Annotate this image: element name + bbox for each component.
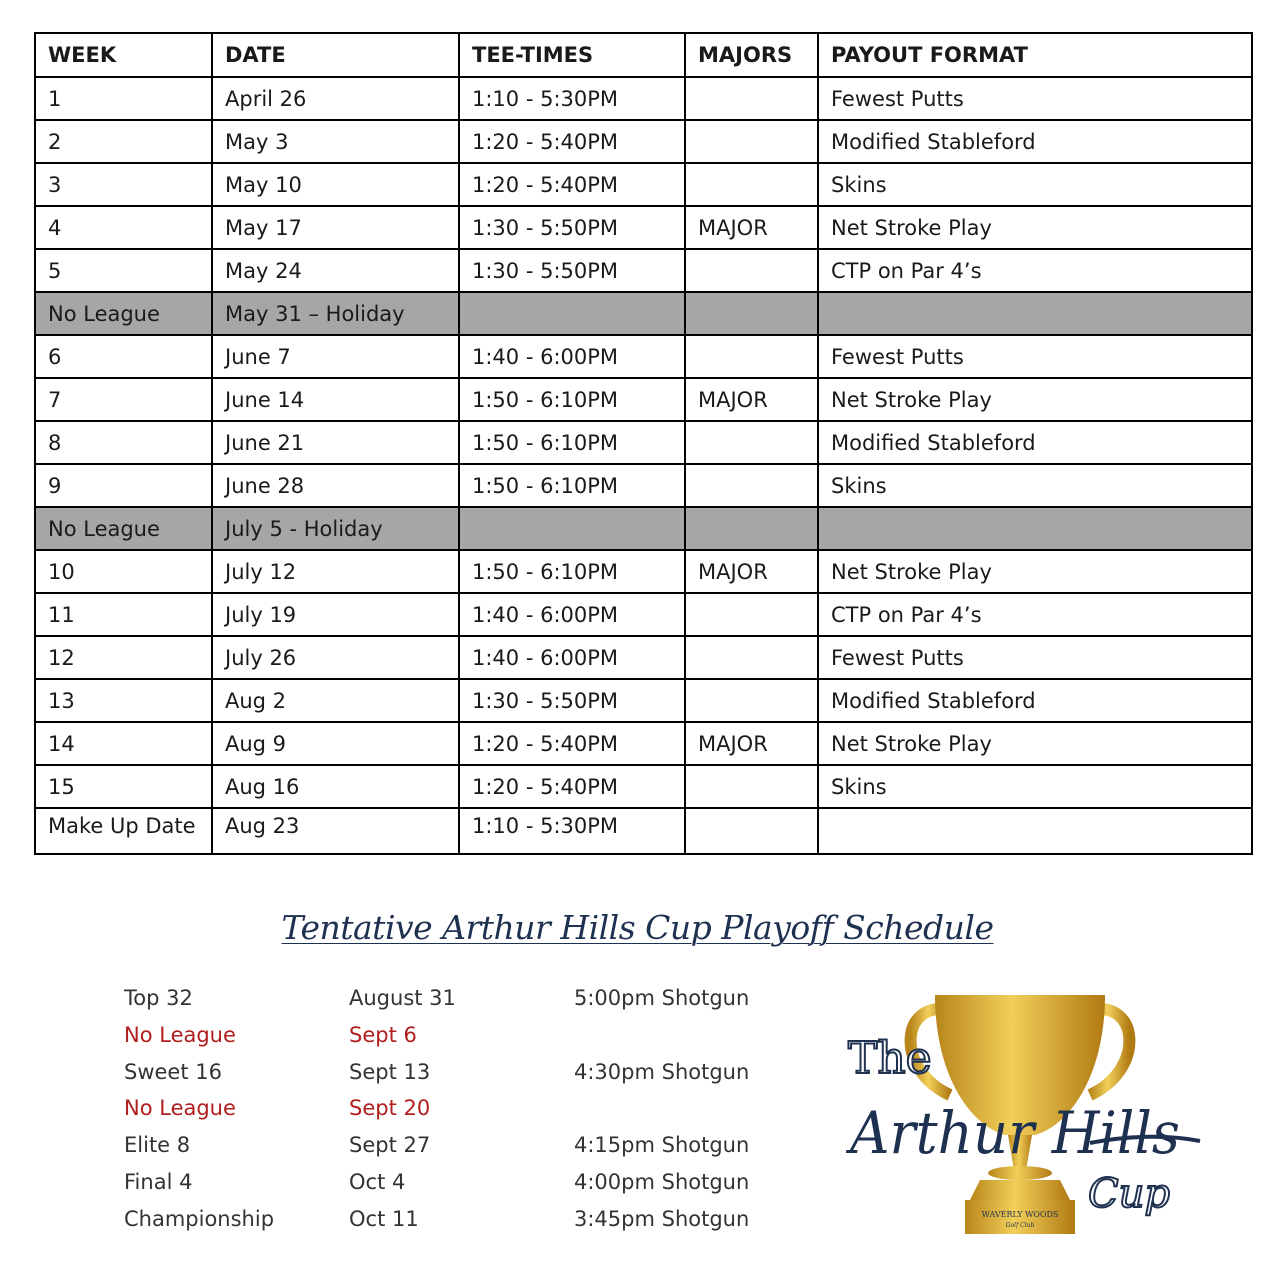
logo-badge-line2: Golf Club [1005, 1222, 1035, 1229]
cell-date: July 26 [212, 636, 459, 679]
cell-tee-times: 1:50 - 6:10PM [459, 550, 685, 593]
cell-payout-format: Net Stroke Play [818, 722, 1252, 765]
cell-majors: MAJOR [685, 722, 818, 765]
cell-tee-times: 1:30 - 5:50PM [459, 679, 685, 722]
table-row [35, 593, 1252, 636]
table-header-row [35, 33, 1252, 77]
playoff-round: Championship [124, 1206, 275, 1231]
cell-payout-format: Net Stroke Play [818, 206, 1252, 249]
cell-payout-format: Modified Stableford [818, 421, 1252, 464]
cell-payout-format: Fewest Putts [818, 77, 1252, 120]
playoff-time: 4:00pm Shotgun [574, 1169, 750, 1194]
cell-date: May 31 – Holiday [212, 292, 459, 335]
table-row [35, 765, 1252, 808]
cell-date: May 10 [212, 163, 459, 206]
playoff-date: Oct 4 [349, 1169, 406, 1194]
cell-tee-times [459, 507, 685, 550]
table-row [35, 550, 1252, 593]
cell-payout-format: CTP on Par 4’s [818, 593, 1252, 636]
cell-payout-format [818, 292, 1252, 335]
playoff-date: Sept 27 [349, 1133, 431, 1158]
cell-date: May 3 [212, 120, 459, 163]
playoff-round: Top 32 [124, 986, 193, 1010]
cell-majors [685, 421, 818, 464]
playoff-title: Tentative Arthur Hills Cup Playoff Schedule [281, 908, 994, 947]
cell-majors [685, 120, 818, 163]
cell-payout-format: Fewest Putts [818, 636, 1252, 679]
table-row [35, 378, 1252, 421]
cell-week: 3 [35, 163, 212, 206]
logo-badge-line1: WAVERLY WOODS [981, 1210, 1059, 1219]
cell-majors [685, 765, 818, 808]
cell-tee-times: 1:50 - 6:10PM [459, 464, 685, 507]
cell-date: May 24 [212, 249, 459, 292]
cell-date: June 21 [212, 421, 459, 464]
cell-week: 11 [35, 593, 212, 636]
cell-week: 4 [35, 206, 212, 249]
playoff-date: Sept 6 [349, 1022, 417, 1047]
cell-majors [685, 163, 818, 206]
playoff-date: Sept 13 [349, 1059, 431, 1084]
header-date: DATE [212, 33, 459, 77]
cell-tee-times: 1:20 - 5:40PM [459, 722, 685, 765]
playoff-round: Elite 8 [124, 1133, 191, 1158]
cell-date: July 5 - Holiday [212, 507, 459, 550]
cell-majors [685, 292, 818, 335]
header-week: WEEK [35, 33, 212, 77]
cell-payout-format: Skins [818, 464, 1252, 507]
cell-majors: MAJOR [685, 550, 818, 593]
cell-payout-format [818, 507, 1252, 550]
cell-payout-format: Modified Stableford [818, 120, 1252, 163]
cell-week: 5 [35, 249, 212, 292]
cell-week: 14 [35, 722, 212, 765]
playoff-date: Oct 11 [349, 1206, 419, 1231]
table-row [35, 421, 1252, 464]
cell-payout-format: Skins [818, 765, 1252, 808]
cell-tee-times: 1:10 - 5:30PM [459, 77, 685, 120]
cell-week: 9 [35, 464, 212, 507]
cell-majors [685, 636, 818, 679]
logo-text-cup: Cup [1088, 1171, 1170, 1217]
cell-date: April 26 [212, 77, 459, 120]
logo-text-script: Arthur Hills [845, 1099, 1180, 1167]
table-row [35, 335, 1252, 378]
cell-week: 12 [35, 636, 212, 679]
cell-date: July 19 [212, 593, 459, 636]
cell-payout-format: Fewest Putts [818, 335, 1252, 378]
playoff-time: 3:45pm Shotgun [574, 1206, 750, 1231]
table-row [35, 636, 1252, 679]
cell-majors: MAJOR [685, 206, 818, 249]
header-tee-times: TEE-TIMES [459, 33, 685, 77]
cell-tee-times: 1:40 - 6:00PM [459, 593, 685, 636]
cell-date: June 7 [212, 335, 459, 378]
cell-tee-times [459, 292, 685, 335]
cell-majors [685, 335, 818, 378]
cell-week: No League [35, 292, 212, 335]
cell-tee-times: 1:50 - 6:10PM [459, 421, 685, 464]
cell-week: No League [35, 507, 212, 550]
cell-majors: MAJOR [685, 378, 818, 421]
cell-tee-times: 1:50 - 6:10PM [459, 378, 685, 421]
playoff-round: No League [124, 1096, 236, 1121]
cell-majors [685, 464, 818, 507]
cell-payout-format [818, 808, 1252, 854]
cell-tee-times: 1:40 - 6:00PM [459, 335, 685, 378]
playoff-date: Sept 20 [349, 1096, 431, 1121]
table-row [35, 679, 1252, 722]
cell-week: 13 [35, 679, 212, 722]
cell-week: 6 [35, 335, 212, 378]
cell-majors [685, 593, 818, 636]
cell-date: Aug 2 [212, 679, 459, 722]
playoff-round: No League [124, 1022, 236, 1047]
cell-week: 7 [35, 378, 212, 421]
cell-majors [685, 249, 818, 292]
cell-tee-times: 1:30 - 5:50PM [459, 206, 685, 249]
table-row [35, 77, 1252, 120]
cell-tee-times: 1:20 - 5:40PM [459, 765, 685, 808]
cell-tee-times: 1:10 - 5:30PM [459, 808, 685, 854]
cell-tee-times: 1:20 - 5:40PM [459, 120, 685, 163]
table-row [35, 464, 1252, 507]
playoff-time: 4:30pm Shotgun [574, 1059, 750, 1084]
cell-date: May 17 [212, 206, 459, 249]
cell-week: 1 [35, 77, 212, 120]
cell-tee-times: 1:40 - 6:00PM [459, 636, 685, 679]
cell-payout-format: CTP on Par 4’s [818, 249, 1252, 292]
cell-majors [685, 77, 818, 120]
table-row [35, 249, 1252, 292]
playoff-time: 5:00pm Shotgun [574, 986, 750, 1010]
cell-date: Aug 9 [212, 722, 459, 765]
league-schedule-table [34, 32, 1253, 855]
playoff-round: Sweet 16 [124, 1059, 222, 1084]
cell-majors [685, 808, 818, 854]
cell-date: Aug 23 [212, 808, 459, 854]
cell-payout-format: Modified Stableford [818, 679, 1252, 722]
header-majors: MAJORS [685, 33, 818, 77]
table-row [35, 722, 1252, 765]
no-league-row [35, 292, 1252, 335]
table-body [35, 77, 1252, 854]
no-league-row [35, 507, 1252, 550]
cell-date: Aug 16 [212, 765, 459, 808]
playoff-date: August 31 [349, 986, 456, 1010]
cell-tee-times: 1:20 - 5:40PM [459, 163, 685, 206]
cell-week: 15 [35, 765, 212, 808]
cell-week: Make Up Date [35, 808, 212, 854]
table-row [35, 808, 1252, 854]
table-row [35, 163, 1252, 206]
cell-date: June 28 [212, 464, 459, 507]
table-row [35, 120, 1252, 163]
cell-week: 8 [35, 421, 212, 464]
cell-tee-times: 1:30 - 5:50PM [459, 249, 685, 292]
cell-week: 2 [35, 120, 212, 163]
cell-majors [685, 507, 818, 550]
playoff-round: Final 4 [124, 1169, 193, 1194]
cell-payout-format: Net Stroke Play [818, 550, 1252, 593]
cell-date: June 14 [212, 378, 459, 421]
logo-text-the: The [848, 1033, 932, 1084]
arthur-hills-cup-logo [840, 985, 1210, 1240]
cell-week: 10 [35, 550, 212, 593]
cell-date: July 12 [212, 550, 459, 593]
header-payout-format: PAYOUT FORMAT [818, 33, 1252, 77]
table-row [35, 206, 1252, 249]
cell-payout-format: Net Stroke Play [818, 378, 1252, 421]
cell-majors [685, 679, 818, 722]
cell-payout-format: Skins [818, 163, 1252, 206]
playoff-time: 4:15pm Shotgun [574, 1133, 750, 1158]
